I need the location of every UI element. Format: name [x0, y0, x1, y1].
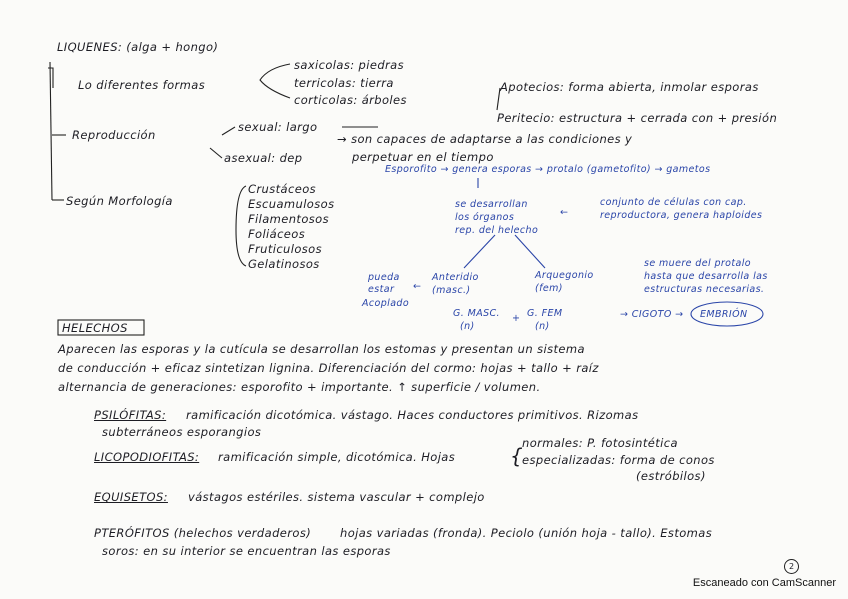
pterofitos-line: hojas variadas (fronda). Peciolo (unión hoja - tallo). Estomas	[340, 526, 713, 540]
gfem-line: G. FEM	[527, 308, 563, 319]
adaptarse-text: → son capaces de adaptarse a las condiciones y	[337, 132, 633, 146]
apotecios-text: Apotecios: forma abierta, inmolar esporas	[500, 80, 759, 94]
pterofitos-line: soros: en su interior se encuentran las esporas	[102, 544, 391, 558]
pueda-line: estar	[368, 284, 395, 295]
muere-line: hasta que desarrolla las	[644, 271, 768, 282]
intro-line: alternancia de generaciones: esporofito + importante. ↑ superficie / volumen.	[58, 380, 541, 394]
plus-sign: +	[512, 313, 521, 324]
embrion-text: EMBRIÓN	[700, 309, 748, 320]
psilofitas-line: ramificación dicotómica. vástago. Haces conductores primitivos. Rizomas	[186, 408, 639, 422]
perpetuar-text: perpetuar en el tiempo	[352, 150, 494, 164]
anteridio-arrow: ←	[413, 281, 422, 292]
licopodiofitas-text: ramificación simple, dicotómica. Hojas	[218, 450, 456, 464]
desarrollan-line: se desarrollan	[455, 199, 528, 210]
pterofitos-name: PTERÓFITOS (helechos verdaderos)	[94, 526, 312, 540]
equisetos-text: vástagos estériles. sistema vascular + complejo	[188, 490, 485, 504]
forma-item: saxicolas: piedras	[294, 58, 404, 72]
arquegonio-line: Arquegonio	[535, 270, 594, 281]
asexual-text: asexual: dep	[224, 151, 303, 165]
gmasc-line: (n)	[460, 321, 475, 332]
hojas-line: normales: P. fotosintética	[522, 436, 678, 450]
morfologia-label: Según Morfología	[66, 194, 173, 208]
esporofito-text: Esporofito → genera esporas → protalo (gametofito) → gametos	[385, 164, 711, 175]
desarrollan-line: rep. del helecho	[455, 225, 539, 236]
reproduccion-label: Reproducción	[72, 128, 156, 142]
morfologia-item: Foliáceos	[248, 227, 306, 241]
morfologia-item: Crustáceos	[248, 182, 317, 196]
anteridio-line: (masc.)	[432, 285, 471, 296]
page-header: LIQUENES: (alga + hongo)	[57, 40, 219, 54]
cigoto-text: → CIGOTO →	[620, 309, 684, 320]
psilofitas-name: PSILÓFITAS:	[94, 408, 167, 422]
gfem-line: (n)	[535, 321, 550, 332]
intro-line: Aparecen las esporas y la cutícula se desarrollan los estomas y presentan un sistema	[58, 342, 585, 356]
licopodiofitas-name: LICOPODIOFITAS:	[94, 450, 200, 464]
forma-item: corticolas: árboles	[294, 93, 407, 107]
hojas-brace: {	[510, 444, 524, 468]
muere-line: estructuras necesarias.	[644, 284, 765, 295]
formas-label: Lo diferentes formas	[78, 78, 206, 92]
arquegonio-line: (fem)	[535, 283, 563, 294]
morfologia-item: Filamentosos	[248, 212, 329, 226]
muere-line: se muere del protalo	[644, 258, 751, 269]
morfologia-item: Escuamulosos	[248, 197, 335, 211]
conjunto-line: conjunto de células con cap.	[600, 197, 747, 208]
equisetos-name: EQUISETOS:	[94, 490, 168, 504]
psilofitas-line: subterráneos esporangios	[102, 425, 262, 439]
page-number: 2	[784, 559, 799, 574]
gmasc-line: G. MASC.	[453, 308, 500, 319]
anteridio-line: Anteridio	[432, 272, 479, 283]
conjunto-line: reproductora, genera haploides	[600, 210, 763, 221]
desarrollan-line: los órganos	[455, 212, 515, 223]
helechos-title: HELECHOS	[62, 321, 128, 335]
intro-line: de conducción + eficaz sintetizan lignina. Diferenciación del cormo: hojas + tallo + raíz	[58, 361, 599, 375]
forma-item: terricolas: tierra	[294, 76, 394, 90]
peritecio-text: Peritecio: estructura + cerrada con + presión	[497, 111, 778, 125]
scanner-watermark: Escaneado con CamScanner	[692, 577, 836, 589]
acoplado-text: Acoplado	[362, 298, 410, 309]
morfologia-item: Fruticulosos	[248, 242, 322, 256]
conjunto-arrow: ←	[560, 207, 569, 218]
hojas-line: (estróbilos)	[636, 469, 706, 483]
pueda-line: pueda	[368, 272, 400, 283]
morfologia-item: Gelatinosos	[248, 257, 320, 271]
hojas-line: especializadas: forma de conos	[522, 453, 715, 467]
sexual-text: sexual: largo	[238, 120, 318, 134]
